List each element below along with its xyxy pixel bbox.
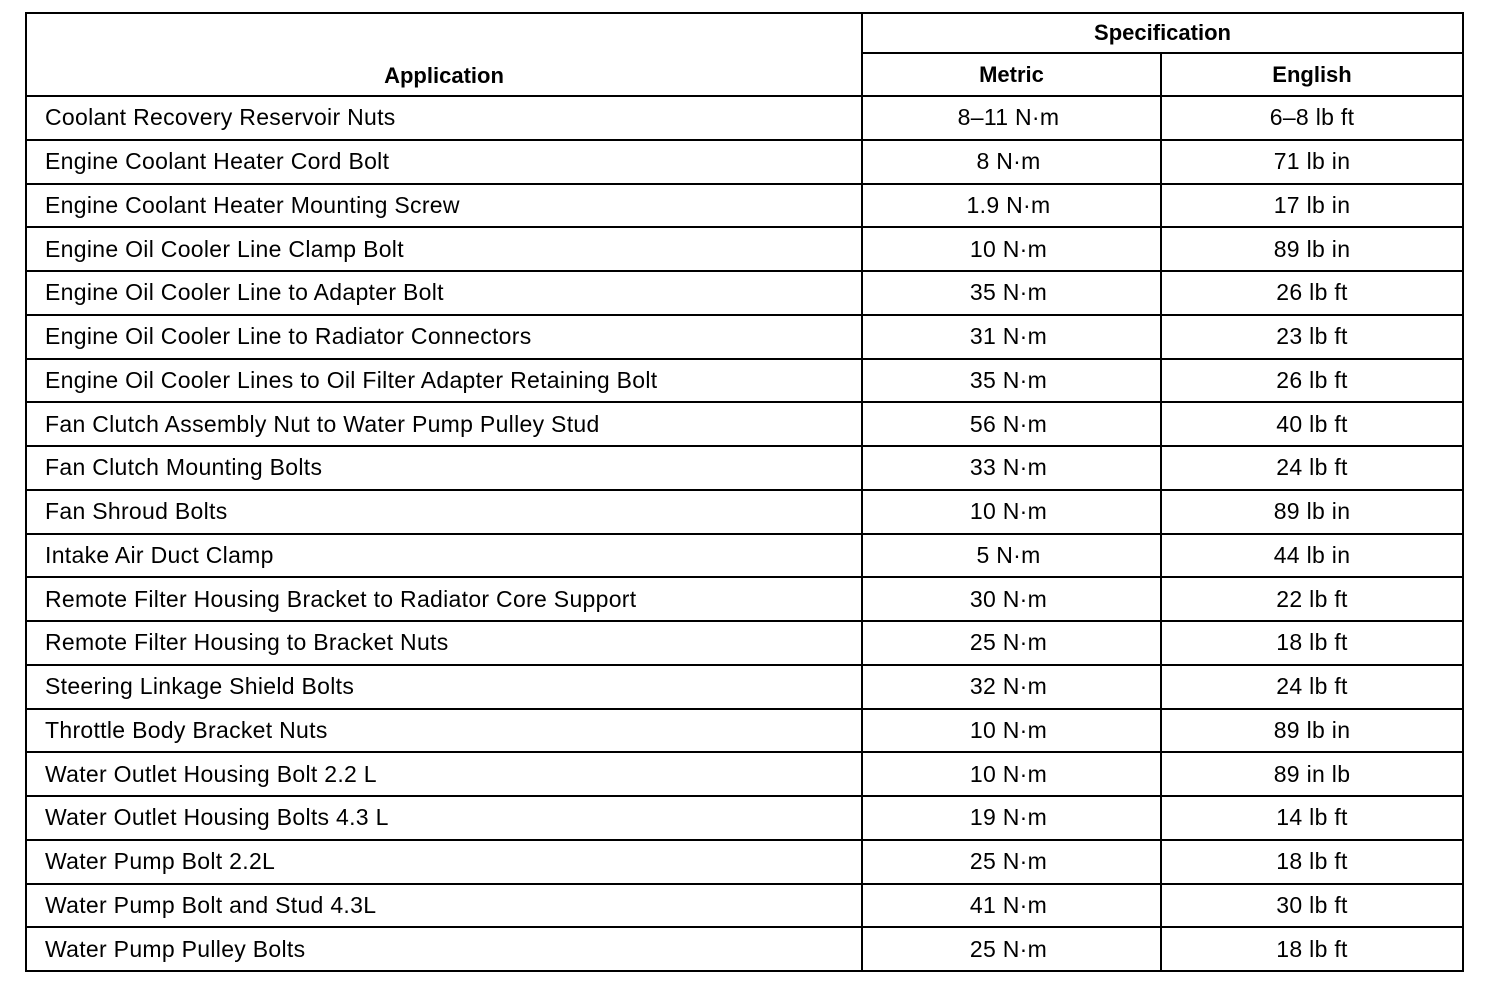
table-row: [26, 534, 1463, 578]
english-cell: 23 lb ft: [1161, 315, 1463, 359]
application-cell: Engine Coolant Heater Mounting Screw: [26, 184, 862, 228]
english-cell: 22 lb ft: [1161, 577, 1463, 621]
english-cell: 24 lb ft: [1161, 446, 1463, 490]
metric-cell: 33 N·m: [862, 446, 1161, 490]
table-row: [26, 665, 1463, 709]
metric-cell: 25 N·m: [862, 621, 1161, 665]
application-cell: Water Outlet Housing Bolts 4.3 L: [26, 796, 862, 840]
application-cell: Water Outlet Housing Bolt 2.2 L: [26, 752, 862, 796]
header-specification: Specification: [862, 13, 1463, 53]
application-cell: Intake Air Duct Clamp: [26, 534, 862, 578]
english-cell: 30 lb ft: [1161, 884, 1463, 928]
english-cell: 18 lb ft: [1161, 927, 1463, 971]
table-row: [26, 840, 1463, 884]
application-cell: Remote Filter Housing Bracket to Radiator Core Support: [26, 577, 862, 621]
table-row: [26, 315, 1463, 359]
metric-cell: 30 N·m: [862, 577, 1161, 621]
metric-cell: 35 N·m: [862, 271, 1161, 315]
table-row: [26, 402, 1463, 446]
table-row: [26, 184, 1463, 228]
application-cell: Engine Oil Cooler Lines to Oil Filter Adapter Retaining Bolt: [26, 359, 862, 403]
application-cell: Water Pump Bolt and Stud 4.3L: [26, 884, 862, 928]
metric-cell: 8 N·m: [862, 140, 1161, 184]
english-cell: 40 lb ft: [1161, 402, 1463, 446]
application-cell: Water Pump Bolt 2.2L: [26, 840, 862, 884]
english-cell: 26 lb ft: [1161, 271, 1463, 315]
metric-cell: 35 N·m: [862, 359, 1161, 403]
header-metric: Metric: [862, 53, 1161, 96]
english-cell: 26 lb ft: [1161, 359, 1463, 403]
table-row: [26, 621, 1463, 665]
metric-cell: 10 N·m: [862, 752, 1161, 796]
application-cell: Coolant Recovery Reservoir Nuts: [26, 96, 862, 140]
metric-cell: 41 N·m: [862, 884, 1161, 928]
table-row: [26, 752, 1463, 796]
application-cell: Engine Oil Cooler Line to Radiator Connectors: [26, 315, 862, 359]
table-row: [26, 271, 1463, 315]
english-cell: 14 lb ft: [1161, 796, 1463, 840]
metric-cell: 32 N·m: [862, 665, 1161, 709]
metric-cell: 31 N·m: [862, 315, 1161, 359]
metric-cell: 25 N·m: [862, 927, 1161, 971]
english-cell: 89 lb in: [1161, 490, 1463, 534]
application-cell: Engine Oil Cooler Line to Adapter Bolt: [26, 271, 862, 315]
english-cell: 17 lb in: [1161, 184, 1463, 228]
application-cell: Throttle Body Bracket Nuts: [26, 709, 862, 753]
header-english: English: [1161, 53, 1463, 96]
table-row: [26, 359, 1463, 403]
application-cell: Steering Linkage Shield Bolts: [26, 665, 862, 709]
table-row: [26, 490, 1463, 534]
application-cell: Water Pump Pulley Bolts: [26, 927, 862, 971]
table-row: [26, 227, 1463, 271]
application-cell: Fan Shroud Bolts: [26, 490, 862, 534]
table-row: [26, 796, 1463, 840]
fastener-spec-table: [25, 12, 1464, 972]
table-row: [26, 140, 1463, 184]
metric-cell: 5 N·m: [862, 534, 1161, 578]
english-cell: 18 lb ft: [1161, 621, 1463, 665]
application-cell: Fan Clutch Mounting Bolts: [26, 446, 862, 490]
english-cell: 89 lb in: [1161, 227, 1463, 271]
application-cell: Fan Clutch Assembly Nut to Water Pump Pulley Stud: [26, 402, 862, 446]
english-cell: 89 in lb: [1161, 752, 1463, 796]
metric-cell: 1.9 N·m: [862, 184, 1161, 228]
english-cell: 24 lb ft: [1161, 665, 1463, 709]
table-row: [26, 927, 1463, 971]
table-row: [26, 446, 1463, 490]
metric-cell: 10 N·m: [862, 490, 1161, 534]
application-cell: Engine Coolant Heater Cord Bolt: [26, 140, 862, 184]
metric-cell: 10 N·m: [862, 227, 1161, 271]
table-row: [26, 884, 1463, 928]
application-cell: Remote Filter Housing to Bracket Nuts: [26, 621, 862, 665]
table-row: [26, 577, 1463, 621]
english-cell: 6–8 lb ft: [1161, 96, 1463, 140]
metric-cell: 8–11 N·m: [862, 96, 1161, 140]
english-cell: 89 lb in: [1161, 709, 1463, 753]
english-cell: 71 lb in: [1161, 140, 1463, 184]
english-cell: 44 lb in: [1161, 534, 1463, 578]
metric-cell: 56 N·m: [862, 402, 1161, 446]
table-row: [26, 96, 1463, 140]
table-row: [26, 709, 1463, 753]
application-cell: Engine Oil Cooler Line Clamp Bolt: [26, 227, 862, 271]
header-application: Application: [26, 13, 862, 96]
metric-cell: 25 N·m: [862, 840, 1161, 884]
metric-cell: 10 N·m: [862, 709, 1161, 753]
english-cell: 18 lb ft: [1161, 840, 1463, 884]
metric-cell: 19 N·m: [862, 796, 1161, 840]
